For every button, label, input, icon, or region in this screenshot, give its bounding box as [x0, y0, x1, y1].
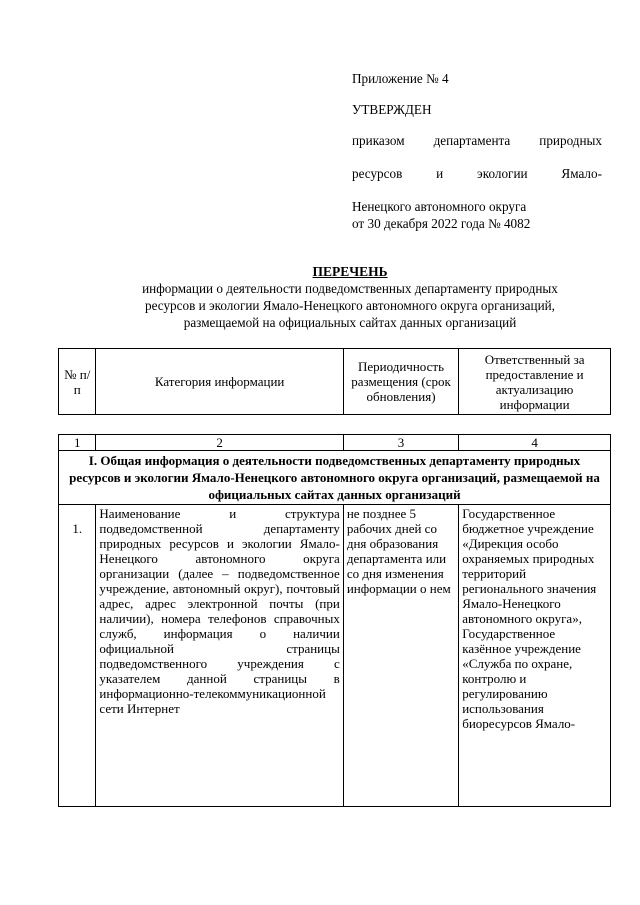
order-line-4: от 30 декабря 2022 года № 4082 — [352, 215, 531, 231]
data-table — [58, 434, 611, 807]
row-category: Наименование и структура подведомственной департаменту природных ресурсов и экологии Ямало-Ненецкого автономного округа организации (далее – подведомственное учреждение, автономный округ), почтовый адрес, адрес электронной почты (при наличии), номера телефонов справочных служб, информация о наличии официальной страницы подведомственного учреждения с указателем данной страницы в информационно-телекоммуникационной сети Интернет — [96, 505, 343, 807]
row-num: 1. — [59, 505, 96, 807]
column-number-1: 1 — [59, 435, 96, 451]
header-category: Категория информации — [96, 349, 343, 415]
approved-label: УТВЕРЖДЕН — [352, 101, 432, 117]
subtitle-line-3: размещаемой на официальных сайтах данных организаций — [183, 315, 517, 330]
header-num: № п/п — [59, 349, 96, 415]
header-table — [58, 348, 611, 415]
order-line-3: Ненецкого автономного округа — [352, 199, 527, 214]
order-line-1: приказом департамента природных — [352, 133, 602, 148]
appendix-label: Приложение № 4 — [352, 71, 449, 86]
section-title: I. Общая информация о деятельности подведомственных департаменту природных ресурсов и экологии Ямало-Ненецкого автономного округа организаций, размещаемой на официальных сайтах данных организаций — [59, 451, 611, 505]
column-number-2: 2 — [96, 435, 343, 451]
order-line-2: ресурсов и экологии Ямало- — [352, 166, 602, 181]
column-number-3: 3 — [343, 435, 458, 451]
subtitle-line-2: ресурсов и экологии Ямало-Ненецкого автономного округа организаций, — [145, 298, 555, 313]
row-period: не позднее 5 рабочих дней со дня образования департамента или со дня изменения информации о нем — [343, 505, 458, 807]
document-subtitle — [100, 280, 600, 331]
column-number-4: 4 — [459, 435, 611, 451]
document-title: ПЕРЕЧЕНЬ — [312, 264, 388, 279]
table-row — [59, 505, 611, 807]
approval-block — [352, 71, 602, 232]
header-responsible: Ответственный за предоставление и актуализацию информации — [459, 349, 611, 415]
row-responsible: Государственное бюджетное учреждение «Дирекция особо охраняемых природных территорий регионального значения Ямало-Ненецкого автономного округа», Государственное казённое учреждение «Служба по охране, контролю и регулированию использования биоресурсов Ямало- — [459, 505, 611, 807]
subtitle-line-1: информации о деятельности подведомственных департаменту природных — [142, 281, 558, 296]
header-period: Периодичность размещения (срок обновления) — [343, 349, 458, 415]
